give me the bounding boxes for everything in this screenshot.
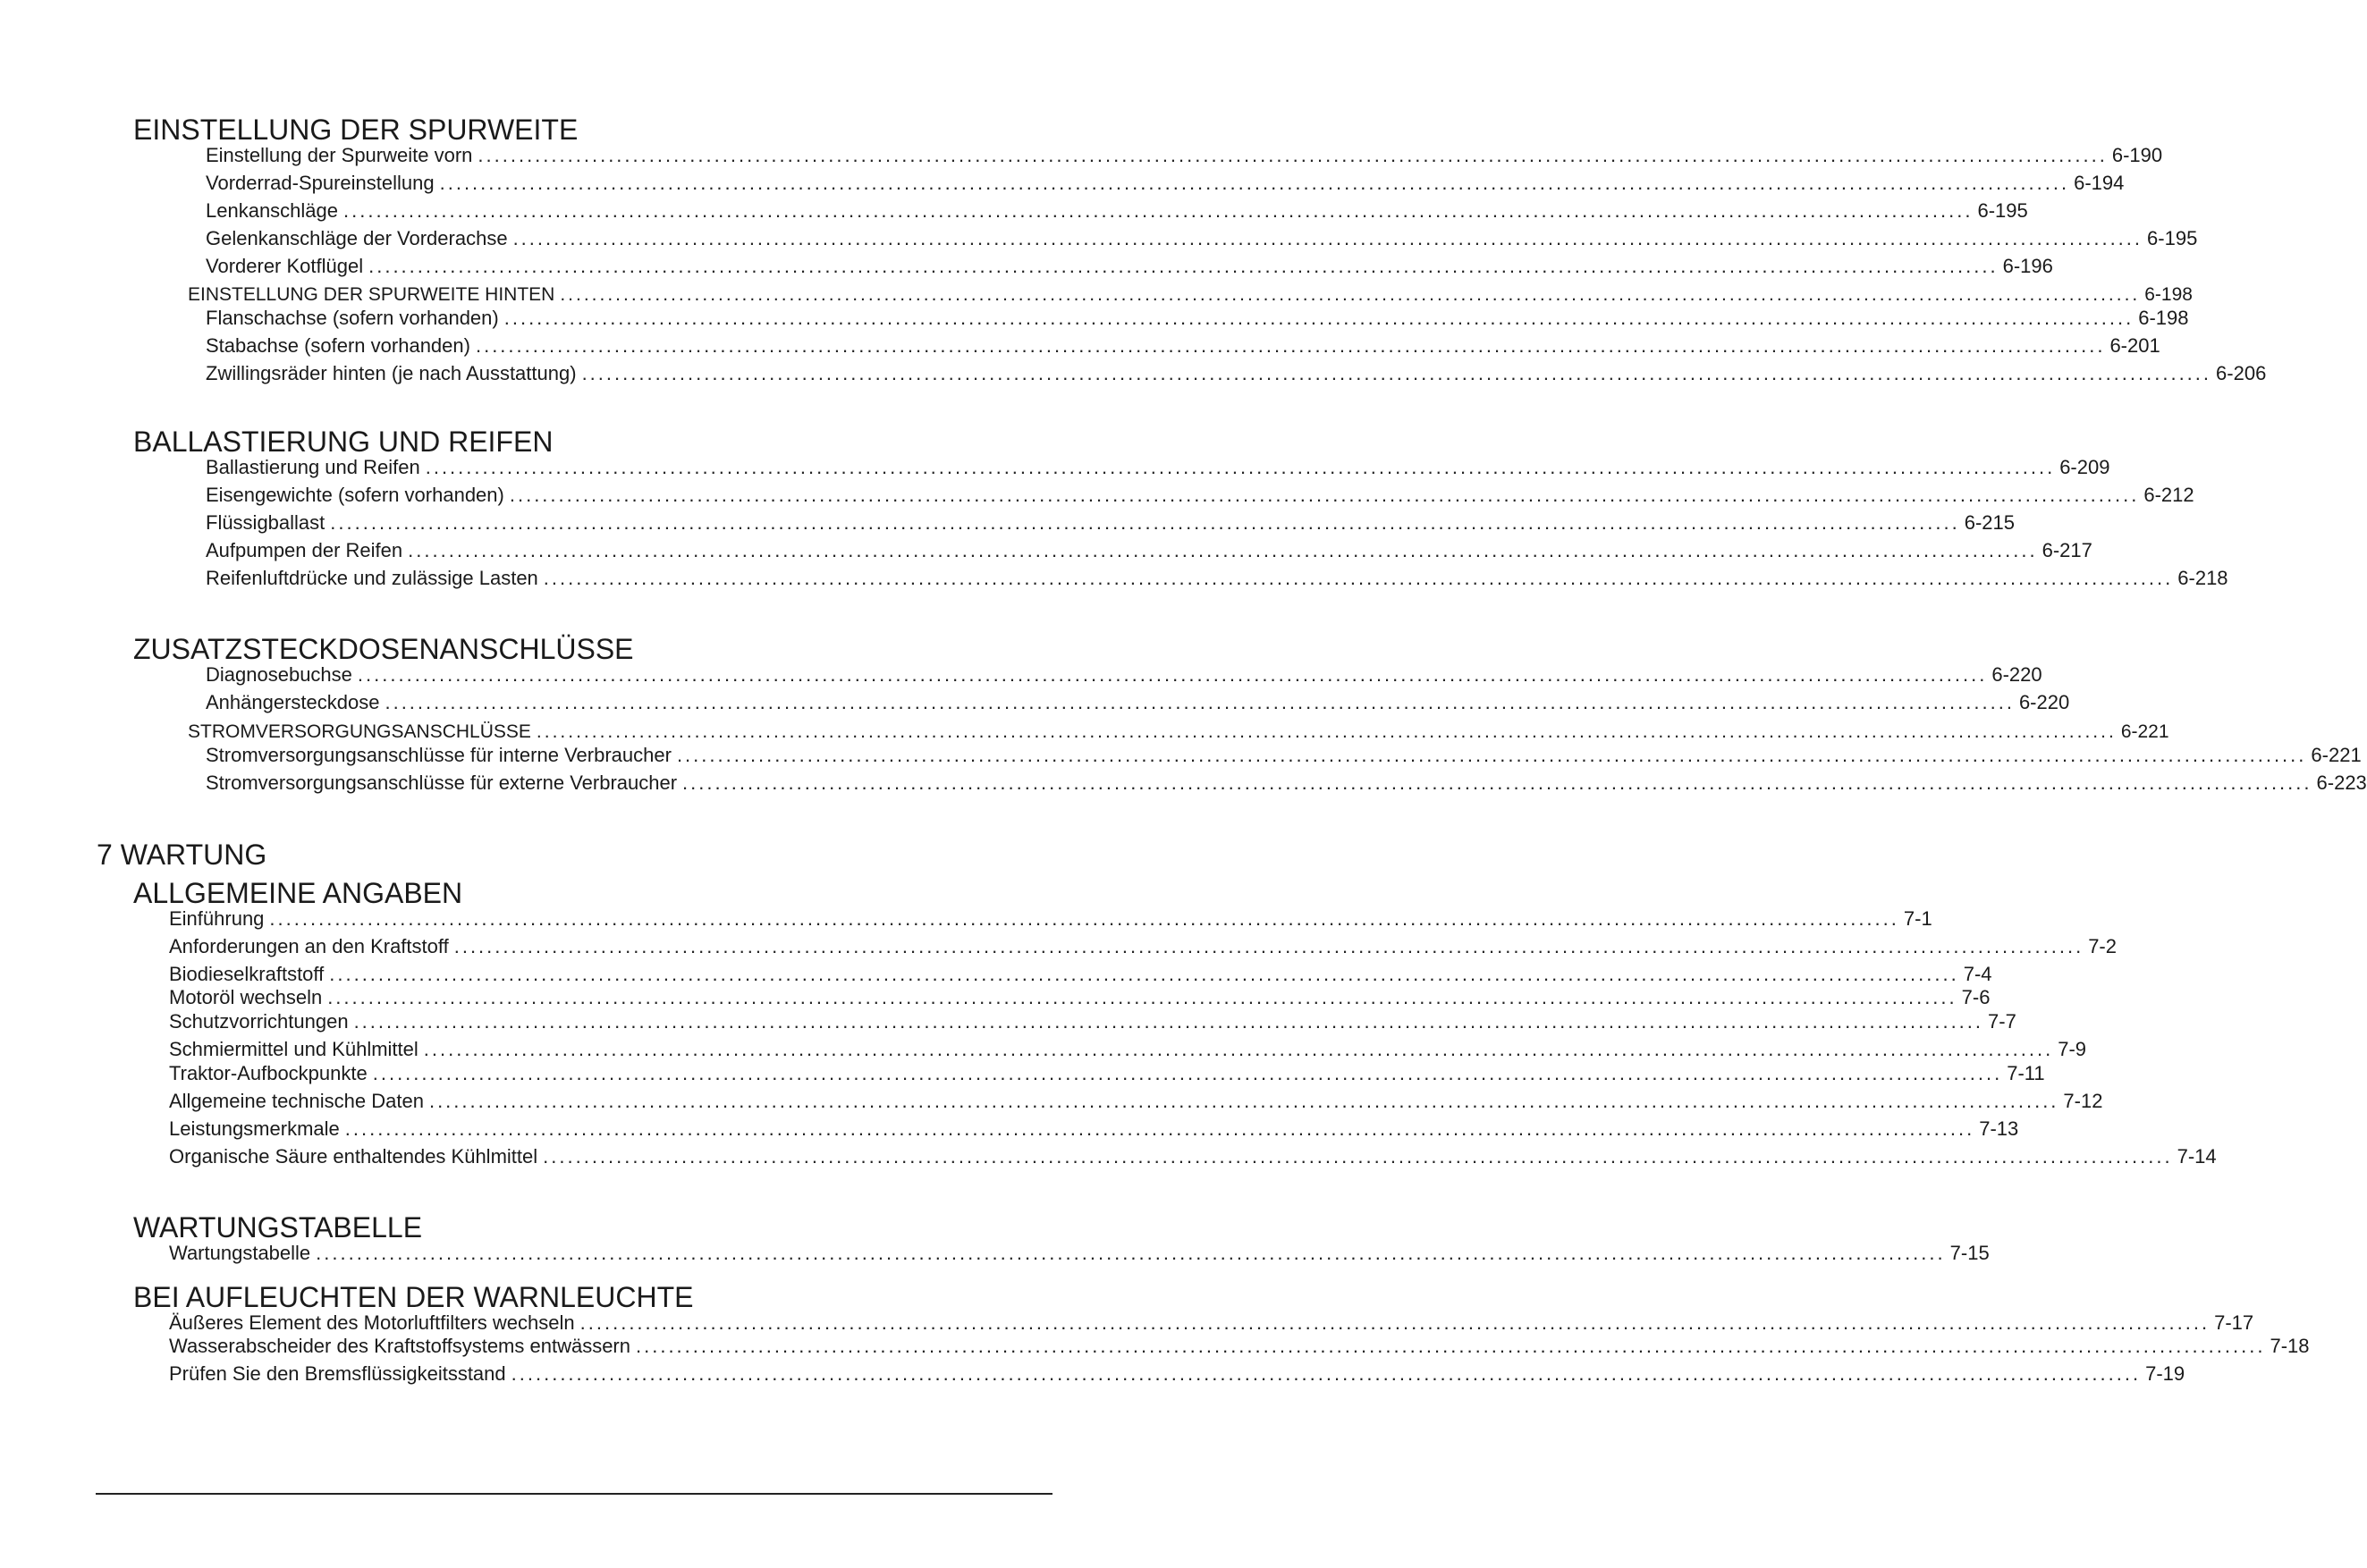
section-heading: BEI AUFLEUCHTEN DER WARNLEUCHTE [133, 1281, 694, 1313]
toc-entry-page: 6-217 [2042, 539, 2092, 561]
toc-entry-page: 6-221 [2311, 744, 2362, 766]
toc-entry-page: 6-195 [2147, 227, 2198, 249]
toc-entry-title: Leistungsmerkmale [169, 1117, 340, 1140]
toc-entry-page: 7-4 [1963, 963, 1992, 985]
toc-entry[interactable] [206, 539, 2092, 561]
toc-entry-page: 6-206 [2216, 362, 2267, 384]
toc-entry-page: 6-220 [2018, 691, 2070, 713]
dot-leader: ........................................................................................................................................................................................................ [439, 172, 2070, 194]
toc-entry-page: 6-209 [2059, 456, 2110, 478]
toc-entry-title: Biodieselkraftstoff [169, 963, 325, 985]
dot-leader: ........................................................................................................................................................................................................ [423, 1038, 2054, 1060]
toc-entry-page: 6-198 [2144, 284, 2193, 305]
toc-entry-page: 6-201 [2109, 334, 2160, 357]
toc-entry-page: 6-218 [2177, 567, 2228, 589]
toc-entry-page: 6-198 [2138, 307, 2189, 329]
toc-entry[interactable] [169, 907, 1932, 930]
section-heading: EINSTELLUNG DER SPURWEITE [133, 114, 579, 146]
toc-entry-page: 7-6 [1961, 986, 1991, 1008]
toc-entry-page: 6-196 [2002, 255, 2053, 277]
toc-entry-page: 6-221 [2120, 721, 2169, 742]
dot-leader: ........................................................................................................................................................................................................ [343, 199, 1974, 222]
dot-leader: ........................................................................................................................................................................................................ [357, 663, 1988, 686]
toc-entry-page: 7-18 [2270, 1335, 2310, 1357]
dot-leader: ........................................................................................................................................................................................................ [408, 539, 2038, 561]
toc-entry[interactable] [169, 1062, 2045, 1084]
dot-leader: ........................................................................................................................................................................................................ [316, 1242, 1946, 1264]
toc-entry[interactable] [169, 1010, 2016, 1033]
toc-entry-page: 7-17 [2214, 1311, 2254, 1334]
toc-entry-page: 6-223 [2316, 771, 2367, 794]
toc-entry-title: Vorderer Kotflügel [206, 255, 364, 277]
toc-entry[interactable] [206, 199, 2028, 222]
toc-entry[interactable] [206, 334, 2160, 357]
toc-entry-page: 7-1 [1903, 907, 1932, 930]
toc-entry[interactable] [169, 1311, 2254, 1334]
toc-entry-page: 6-212 [2143, 484, 2194, 506]
toc-entry-title: Vorderrad-Spureinstellung [206, 172, 435, 194]
toc-entry-page: 7-14 [2177, 1145, 2217, 1168]
toc-entry[interactable] [169, 963, 1992, 985]
toc-entry[interactable] [206, 362, 2267, 384]
toc-subheading-entry[interactable] [188, 721, 2169, 742]
toc-entry-title: Flanschachse (sofern vorhanden) [206, 307, 499, 329]
toc-entry[interactable] [206, 484, 2194, 506]
toc-entry[interactable] [206, 744, 2362, 766]
toc-entry-title: Reifenluftdrücke und zulässige Lasten [206, 567, 538, 589]
dot-leader: ........................................................................................................................................................................................................ [636, 1335, 2266, 1357]
toc-entry[interactable] [206, 663, 2042, 686]
dot-leader: ........................................................................................................................................................................................................ [512, 227, 2143, 249]
toc-entry[interactable] [169, 1090, 2103, 1112]
toc-entry-title: Zwillingsräder hinten (je nach Ausstattung) [206, 362, 577, 384]
dot-leader: ........................................................................................................................................................................................................ [385, 691, 2015, 713]
dot-leader: ........................................................................................................................................................................................................ [581, 362, 2212, 384]
toc-entry[interactable] [206, 567, 2228, 589]
toc-entry-page: 7-7 [1988, 1010, 2016, 1033]
toc-entry-page: 6-215 [1964, 511, 2016, 534]
dot-leader: ........................................................................................................................................................................................................ [330, 511, 1960, 534]
toc-entry[interactable] [169, 1335, 2310, 1357]
toc-entry[interactable] [206, 456, 2110, 478]
dot-leader: ........................................................................................................................................................................................................ [344, 1117, 1975, 1140]
dot-leader: ........................................................................................................................................................................................................ [428, 1090, 2059, 1112]
toc-entry[interactable] [169, 1362, 2185, 1385]
toc-entry-title: Einführung [169, 907, 265, 930]
toc-entry-title: Prüfen Sie den Bremsflüssigkeitsstand [169, 1362, 506, 1385]
chapter-heading: 7 WARTUNG [97, 839, 267, 871]
toc-entry-title: Anforderungen an den Kraftstoff [169, 935, 449, 957]
toc-entry-title: Wasserabscheider des Kraftstoffsystems entwässern [169, 1335, 630, 1357]
toc-entry-page: 6-195 [1977, 199, 2028, 222]
toc-entry[interactable] [206, 307, 2189, 329]
toc-entry[interactable] [206, 144, 2163, 166]
dot-leader: ........................................................................................................................................................................................................ [453, 935, 2084, 957]
dot-leader: ........................................................................................................................................................................................................ [353, 1010, 1984, 1033]
dot-leader: ........................................................................................................................................................................................................ [475, 334, 2106, 357]
toc-entry[interactable] [206, 172, 2125, 194]
dot-leader: ........................................................................................................................................................................................................ [509, 484, 2140, 506]
toc-entry-title: Diagnosebuchse [206, 663, 352, 686]
toc-entry-title: Wartungstabelle [169, 1242, 311, 1264]
toc-entry-page: 7-12 [2063, 1090, 2103, 1112]
toc-entry[interactable] [169, 1117, 2019, 1140]
toc-entry-page: 7-2 [2088, 935, 2117, 957]
toc-entry[interactable] [169, 986, 1991, 1008]
toc-entry-title: Ballastierung und Reifen [206, 456, 420, 478]
section-heading: ZUSATZSTECKDOSENANSCHLÜSSE [133, 633, 634, 665]
toc-entry-page: 7-13 [1979, 1117, 2019, 1140]
dot-leader: ........................................................................................................................................................................................................ [368, 255, 1999, 277]
toc-entry-title: Äußeres Element des Motorluftfilters wechseln [169, 1311, 575, 1334]
toc-entry-page: 6-190 [2111, 144, 2163, 166]
toc-entry-page: 7-11 [2007, 1062, 2045, 1084]
dot-leader: ........................................................................................................................................................................................................ [425, 456, 2056, 478]
toc-entry-title: Schutzvorrichtungen [169, 1010, 349, 1033]
toc-entry-page: 6-194 [2074, 172, 2125, 194]
toc-entry[interactable] [206, 255, 2053, 277]
toc-entry[interactable] [206, 771, 2367, 794]
toc-entry-title: Gelenkanschläge der Vorderachse [206, 227, 508, 249]
toc-entry-title: Eisengewichte (sofern vorhanden) [206, 484, 504, 506]
toc-entry-title: STROMVERSORGUNGSANSCHLÜSSE [188, 721, 531, 742]
toc-entry[interactable] [169, 1145, 2217, 1168]
toc-entry-title: Motoröl wechseln [169, 986, 323, 1008]
dot-leader: ........................................................................................................................................................................................................ [676, 744, 2307, 766]
dot-leader: ........................................................................................................................................................................................................ [536, 721, 2117, 742]
toc-entry-title: Stromversorgungsanschlüsse für interne Verbraucher [206, 744, 672, 766]
toc-entry-page: 7-19 [2145, 1362, 2185, 1385]
footer-rule [96, 1493, 1052, 1495]
dot-leader: ........................................................................................................................................................................................................ [511, 1362, 2142, 1385]
toc-entry-page: 7-9 [2058, 1038, 2087, 1060]
toc-entry-title: Stabachse (sofern vorhanden) [206, 334, 470, 357]
dot-leader: ........................................................................................................................................................................................................ [327, 986, 1957, 1008]
section-heading: ALLGEMEINE ANGABEN [133, 877, 463, 909]
toc-entry-title: Allgemeine technische Daten [169, 1090, 424, 1112]
section-heading: BALLASTIERUNG UND REIFEN [133, 426, 554, 458]
toc-entry[interactable] [206, 511, 2016, 534]
toc-entry[interactable] [206, 691, 2070, 713]
toc-entry[interactable] [169, 935, 2117, 957]
dot-leader: ........................................................................................................................................................................................................ [543, 567, 2174, 589]
toc-entry-title: Anhängersteckdose [206, 691, 380, 713]
toc-entry-page: 7-15 [1949, 1242, 1990, 1264]
dot-leader: ........................................................................................................................................................................................................ [503, 307, 2135, 329]
dot-leader: ........................................................................................................................................................................................................ [579, 1311, 2211, 1334]
toc-entry-title: Organische Säure enthaltendes Kühlmittel [169, 1145, 538, 1168]
dot-leader: ........................................................................................................................................................................................................ [543, 1145, 2173, 1168]
toc-subheading-entry[interactable] [188, 284, 2193, 305]
section-heading: WARTUNGSTABELLE [133, 1211, 423, 1243]
dot-leader: ........................................................................................................................................................................................................ [478, 144, 2108, 166]
dot-leader: ........................................................................................................................................................................................................ [560, 284, 2141, 305]
dot-leader: ........................................................................................................................................................................................................ [329, 963, 1959, 985]
toc-entry[interactable] [169, 1038, 2087, 1060]
toc-entry-title: EINSTELLUNG DER SPURWEITE HINTEN [188, 284, 555, 305]
toc-entry-title: Aufpumpen der Reifen [206, 539, 403, 561]
toc-entry-title: Einstellung der Spurweite vorn [206, 144, 473, 166]
toc-entry-title: Flüssigballast [206, 511, 325, 534]
toc-entry[interactable] [206, 227, 2198, 249]
toc-entry-title: Stromversorgungsanschlüsse für externe Verbraucher [206, 771, 678, 794]
toc-entry[interactable] [169, 1242, 1990, 1264]
toc-entry-title: Schmiermittel und Kühlmittel [169, 1038, 418, 1060]
dot-leader: ........................................................................................................................................................................................................ [682, 771, 2312, 794]
dot-leader: ........................................................................................................................................................................................................ [372, 1062, 2003, 1084]
dot-leader: ........................................................................................................................................................................................................ [269, 907, 1899, 930]
toc-entry-title: Lenkanschläge [206, 199, 339, 222]
toc-entry-title: Traktor-Aufbockpunkte [169, 1062, 368, 1084]
toc-entry-page: 6-220 [1991, 663, 2042, 686]
